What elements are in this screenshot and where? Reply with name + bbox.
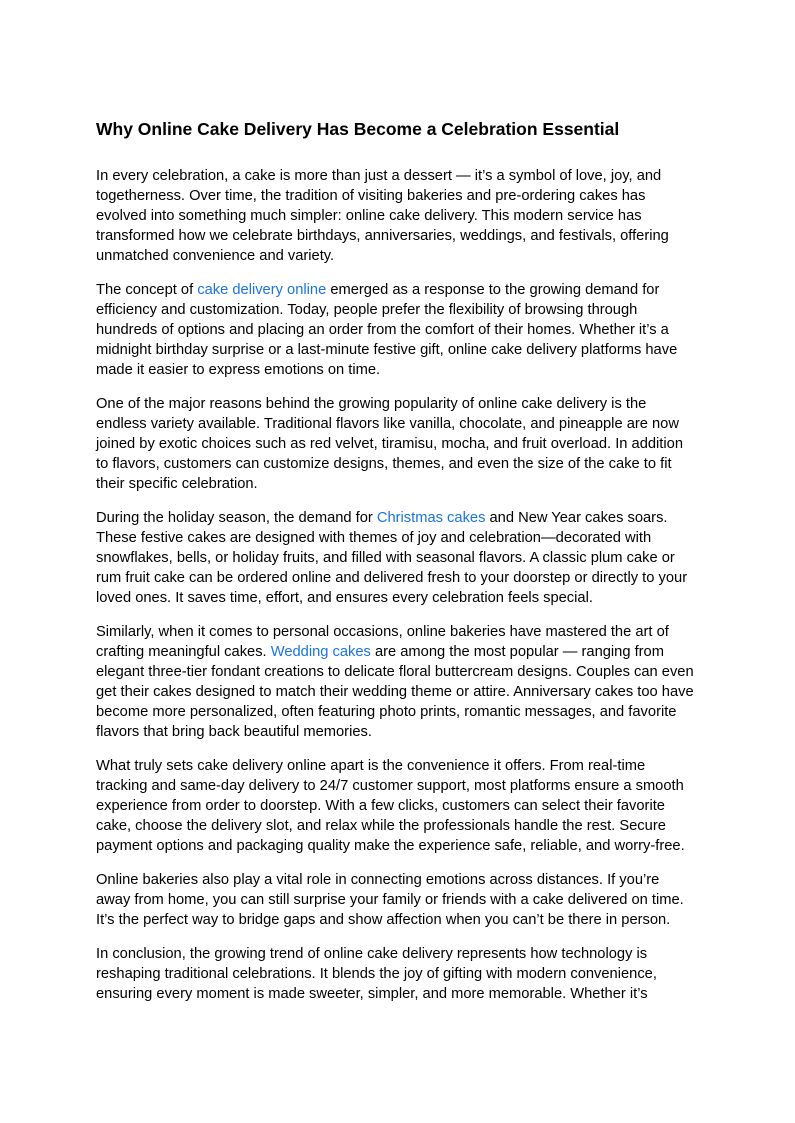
- paragraph-4: [96, 508, 697, 608]
- paragraph-text: are among the most popular — ranging from elegant three-tier fondant creations to delicate floral buttercream designs. Couples can even get their cakes designed to match their wedding theme or attire. Anniversary cakes too have become more personalized, often featuring photo prints, romantic messages, and favorite flavors that bring back beautiful memories.: [96, 644, 694, 740]
- paragraph-6: [96, 756, 697, 856]
- link-cake-delivery-online[interactable]: cake delivery online: [197, 282, 327, 298]
- paragraph-5: [96, 622, 697, 742]
- paragraph-text: During the holiday season, the demand for: [96, 510, 377, 526]
- paragraph-7: [96, 870, 697, 930]
- paragraph-text: One of the major reasons behind the growing popularity of online cake delivery is the endless variety available. Traditional flavors like vanilla, chocolate, and pineapple are now joined by exotic choices such as red velvet, tiramisu, mocha, and fruit overload. In addition to flavors, customers can customize designs, themes, and even the size of the cake to fit their specific celebration.: [96, 396, 683, 492]
- paragraph-text: In every celebration, a cake is more than just a dessert — it’s a symbol of love, joy, and togetherness. Over time, the tradition of visiting bakeries and pre-ordering cakes has evolved into something much simpler: online cake delivery. This modern service has transformed how we celebrate birthdays, anniversaries, weddings, and festivals, offering unmatched convenience and variety.: [96, 168, 669, 264]
- paragraph-text: Similarly, when it comes to personal occasions, online bakeries have mastered the art of crafting meaningful cakes.: [96, 624, 669, 660]
- document-title: Why Online Cake Delivery Has Become a Celebration Essential: [96, 119, 620, 139]
- paragraph-3: [96, 394, 697, 494]
- paragraph-text: What truly sets cake delivery online apart is the convenience it offers. From real-time tracking and same-day delivery to 24/7 customer support, most platforms ensure a smooth experience from order to doorstep. With a few clicks, customers can select their favorite cake, choose the delivery slot, and relax while the professionals handle the rest. Secure payment options and packaging quality make the experience safe, reliable, and worry-free.: [96, 758, 685, 854]
- paragraph-text: In conclusion, the growing trend of online cake delivery represents how technology is reshaping traditional celebrations. It blends the joy of gifting with modern convenience, ensuring every moment is made sweeter, simpler, and more memorable. Whether it’s: [96, 946, 657, 1002]
- link-wedding-cakes[interactable]: Wedding cakes: [270, 644, 371, 660]
- paragraph-1: [96, 166, 697, 266]
- paragraph-text: and New Year cakes soars. These festive cakes are designed with themes of joy and celebration—decorated with snowflakes, bells, or holiday fruits, and filled with seasonal flavors. A classic plum cake or rum fruit cake can be ordered online and delivered fresh to your doorstep or directly to your loved ones. It saves time, effort, and ensures every celebration feels special.: [96, 510, 688, 606]
- paragraph-text: emerged as a response to the growing demand for efficiency and customization. Today, people prefer the flexibility of browsing through hundreds of options and placing an order from the comfort of their homes. Whether it’s a midnight birthday surprise or a last-minute festive gift, online cake delivery platforms have made it easier to express emotions on time.: [96, 282, 678, 378]
- paragraph-text: The concept of: [96, 282, 198, 298]
- link-christmas-cakes[interactable]: Christmas cakes: [376, 510, 486, 526]
- paragraph-8: [96, 944, 697, 1004]
- paragraph-text: Online bakeries also play a vital role in connecting emotions across distances. If you’re away from home, you can still surprise your family or friends with a cake delivered on time. It’s the perfect way to bridge gaps and show affection when you can’t be there in person.: [96, 872, 684, 928]
- paragraph-2: [96, 280, 697, 380]
